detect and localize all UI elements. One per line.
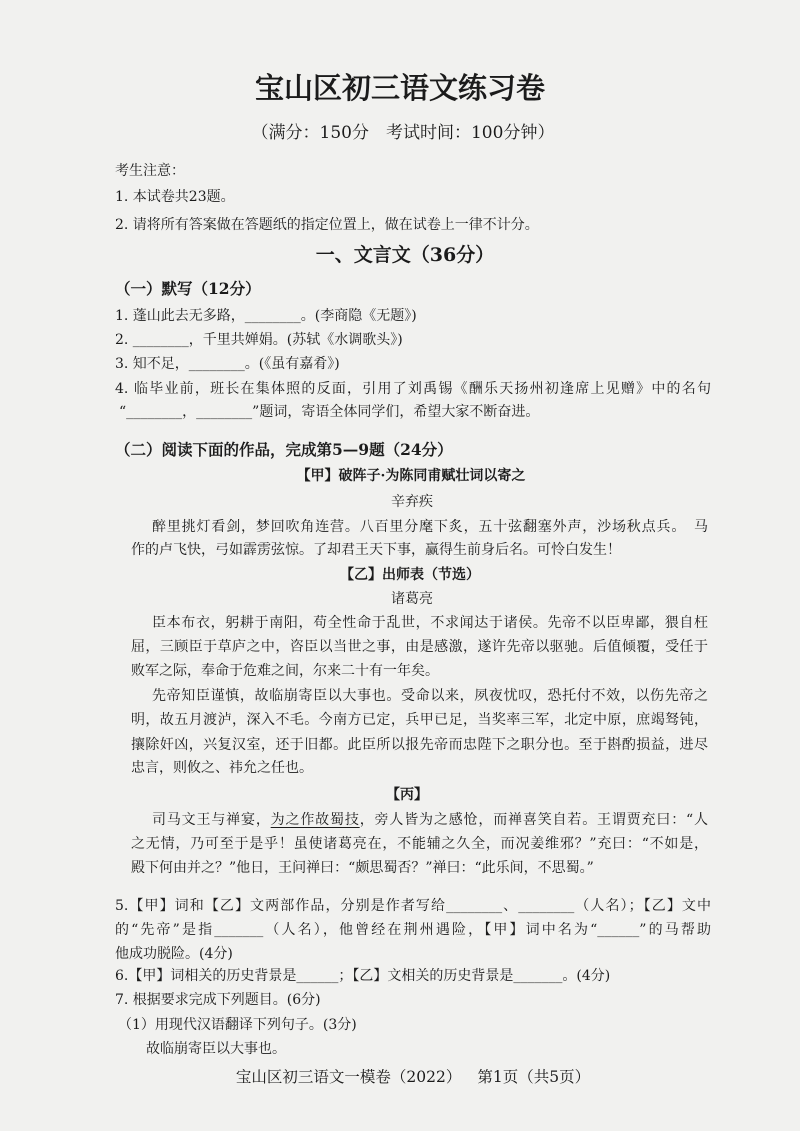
passage-line: 作的卢飞快，弓如霹雳弦惊。了却君王天下事，赢得生前身后名。可怜白发生！ [131,542,621,558]
passage-author: 辛弃疾 [391,494,433,510]
passage-line: 臣本布衣，躬耕于南阳，苟全性命于乱世，不求闻达于诸侯。先帝不以臣卑鄙，猥自枉 [152,615,708,631]
notice-item: 2. 请将所有答案做在答题纸的指定位置上，做在试卷上一律不计分。 [115,217,539,233]
passage-title: 【乙】出师表（节选） [340,567,480,583]
passage-line: 醉里挑灯看剑，梦回吹角连营。八百里分麾下炙，五十弦翻塞外声，沙场秋点兵。 马 [152,519,708,535]
passage-line: 先帝知臣谨慎，故临崩寄臣以大事也。受命以来，夙夜忧叹，恐托付不效，以伤先帝之 [152,688,708,704]
question-line: 7. 根据要求完成下列题目。(6分) [115,992,321,1008]
passage-line: 攘除奸凶，兴复汉室，还于旧都。此臣所以报先帝而忠陛下之职分也。至于斟酌损益，进尽 [131,737,708,753]
page-title: 宝山区初三语文练习卷 [254,71,545,105]
question-line: 1. 蓬山此去无多路，________。(李商隐《无题》) [115,308,417,324]
question-line: 3. 知不足，________。(《虽有嘉肴》) [115,356,340,372]
question-line: 4. 临毕业前，班长在集体照的反面，引用了刘禹锡《酬乐天扬州初逢席上见赠》中的名句 [115,381,711,397]
passage-line [152,810,708,830]
footer-exam-name: 宝山区初三语文一模卷（2022） [235,1068,462,1086]
passage-line: 忠言，则攸之、祎允之任也。 [131,760,313,776]
passage-line: 明，故五月渡泸，深入不毛。今南方已定，兵甲已足，当奖率三军，北定中原，庶竭驽钝， [131,712,708,728]
question-line: 6.【甲】词相关的历史背景是______；【乙】文相关的历史背景是_______。(4分) [115,968,611,984]
question-line: “________，________”题词，寄语全体同学们，希望大家不断奋进。 [119,404,540,420]
passage-author: 诸葛亮 [391,591,433,607]
passage-line: 败军之际，奉命于危难之间，尔来二十有一年矣。 [131,663,439,679]
passage-line: 殿下何由并之？”他日，王问禅曰：“颇思蜀否？”禅曰：“此乐间，不思蜀。” [131,860,594,876]
footer-page-number: 第1页（共5页） [477,1068,591,1086]
part-heading: （二）阅读下面的作品，完成第5—9题（24分） [115,440,453,459]
passage-title: 【丙】 [386,787,428,803]
question-line: 2. ________，千里共婵娟。(苏轼《水调歌头》) [115,332,403,348]
question-line: 5.【甲】词和【乙】文两部作品，分别是作者写给________、________（人名）；【乙】文中 [115,898,711,914]
passage-line: 之无情，乃可至于是乎！虽使诸葛亮在，不能辅之久全，而况姜维邪？”充曰：“不如是， [131,836,708,852]
section-heading: 一、文言文（36分） [315,244,495,266]
question-line: 的“先帝”是指_______（人名），他曾经在荆州遇险，【甲】词中名为“______”的马帮助 [115,922,711,938]
page-footer [26,1066,800,1088]
part-heading: （一）默写（12分） [115,279,261,298]
subquestion-prompt: （1）用现代汉语翻译下列句子。(3分) [118,1017,357,1033]
page-subtitle: （满分：150分 考试时间：100分钟） [251,123,555,143]
passage-text: ，旁人皆为之感怆，而禅喜笑自若。王谓贾充曰：“人 [359,812,708,828]
question-line: 他成功脱险。(4分) [115,946,233,962]
notice-heading: 考生注意： [115,163,185,179]
subquestion-sentence: 故临崩寄臣以大事也。 [146,1041,286,1057]
underlined-phrase: 为之作故蜀技 [270,812,360,828]
passage-line: 屈，三顾臣于草庐之中，咨臣以当世之事，由是感激，遂许先帝以驱驰。后值倾覆，受任于 [131,639,708,655]
passage-text: 司马文王与禅宴， [152,812,271,828]
notice-item: 1. 本试卷共23题。 [115,189,235,205]
passage-title: 【甲】破阵子·为陈同甫赋壮词以寄之 [296,468,526,484]
